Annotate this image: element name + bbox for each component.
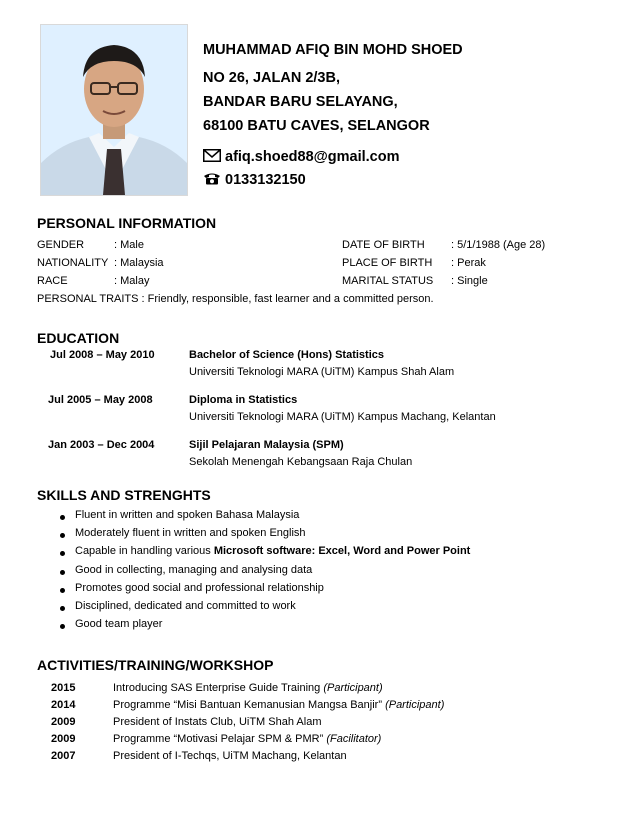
education-qualification: Sijil Pelajaran Malaysia (SPM) xyxy=(189,439,344,451)
activity-year: 2009 xyxy=(51,733,76,745)
education-period: Jan 2003 – Dec 2004 xyxy=(48,439,155,451)
race-label: RACE xyxy=(37,275,68,287)
bullet-icon xyxy=(60,533,65,538)
education-title: EDUCATION xyxy=(37,330,120,346)
activity-text: Programme “Motivasi Pelajar SPM & PMR” (Facilitator) xyxy=(113,733,382,745)
skill-text: Capable in handling various xyxy=(75,545,214,557)
address-line-2: BANDAR BARU SELAYANG, xyxy=(203,94,398,110)
phone-row xyxy=(203,172,306,188)
skill-item: Fluent in written and spoken Bahasa Malaysia xyxy=(75,509,300,521)
pob-label: PLACE OF BIRTH xyxy=(342,257,433,269)
pob-value: : Perak xyxy=(451,257,486,269)
skills-title: SKILLS AND STRENGHTS xyxy=(37,487,211,503)
nationality-label: NATIONALITY xyxy=(37,257,109,269)
gender-value: : Male xyxy=(114,239,144,251)
phone-number: 0133132150 xyxy=(225,172,306,188)
race-value: : Malay xyxy=(114,275,150,287)
address-line-1: NO 26, JALAN 2/3B, xyxy=(203,70,340,86)
personal-info-title: PERSONAL INFORMATION xyxy=(37,215,217,231)
bullet-icon xyxy=(60,624,65,629)
email-row xyxy=(203,149,400,165)
bullet-icon xyxy=(60,570,65,575)
activity-text: Programme “Misi Bantuan Kemanusian Mangsa Banjir” (Participant) xyxy=(113,699,445,711)
marital-label: MARITAL STATUS xyxy=(342,275,434,287)
address-line-3: 68100 BATU CAVES, SELANGOR xyxy=(203,118,430,134)
personal-traits: PERSONAL TRAITS : Friendly, responsible, fast learner and a committed person. xyxy=(37,293,434,305)
education-institution: Universiti Teknologi MARA (UiTM) Kampus Machang, Kelantan xyxy=(189,411,496,423)
bullet-icon xyxy=(60,515,65,520)
activity-text: President of I-Techqs, UiTM Machang, Kelantan xyxy=(113,750,347,762)
education-qualification: Bachelor of Science (Hons) Statistics xyxy=(189,349,384,361)
activity-text: President of Instats Club, UiTM Shah Alam xyxy=(113,716,322,728)
dob-label: DATE OF BIRTH xyxy=(342,239,425,251)
education-period: Jul 2005 – May 2008 xyxy=(48,394,153,406)
activity-year: 2009 xyxy=(51,716,76,728)
skill-item: Disciplined, dedicated and committed to work xyxy=(75,600,296,612)
skill-item: Moderately fluent in written and spoken English xyxy=(75,527,306,539)
activity-year: 2007 xyxy=(51,750,76,762)
education-period: Jul 2008 – May 2010 xyxy=(50,349,155,361)
skill-item: Good in collecting, managing and analysing data xyxy=(75,564,313,576)
skill-bold-text: Microsoft software: Excel, Word and Power Point xyxy=(213,545,471,557)
bullet-icon xyxy=(60,588,65,593)
profile-photo xyxy=(40,24,188,196)
education-qualification: Diploma in Statistics xyxy=(189,394,298,406)
activity-text: Introducing SAS Enterprise Guide Training (Participant) xyxy=(113,682,383,694)
activities-title: ACTIVITIES/TRAINING/WORKSHOP xyxy=(37,657,274,673)
bullet-icon xyxy=(60,606,65,611)
gender-label: GENDER xyxy=(37,239,85,251)
skill-item: Good team player xyxy=(75,618,163,630)
skill-item xyxy=(75,545,470,557)
telephone-icon xyxy=(203,172,221,185)
envelope-icon xyxy=(203,149,221,162)
nationality-value: : Malaysia xyxy=(114,257,164,269)
education-institution: Universiti Teknologi MARA (UiTM) Kampus Shah Alam xyxy=(189,366,455,378)
activity-year: 2014 xyxy=(51,699,76,711)
dob-value: : 5/1/1988 (Age 28) xyxy=(451,239,546,251)
education-institution: Sekolah Menengah Kebangsaan Raja Chulan xyxy=(189,456,413,468)
marital-value: : Single xyxy=(451,275,488,287)
skill-item: Promotes good social and professional relationship xyxy=(75,582,324,594)
email-link[interactable]: afiq.shoed88@gmail.com xyxy=(225,149,400,165)
bullet-icon xyxy=(60,551,65,556)
full-name: MUHAMMAD AFIQ BIN MOHD SHOED xyxy=(203,42,463,58)
activity-year: 2015 xyxy=(51,682,76,694)
